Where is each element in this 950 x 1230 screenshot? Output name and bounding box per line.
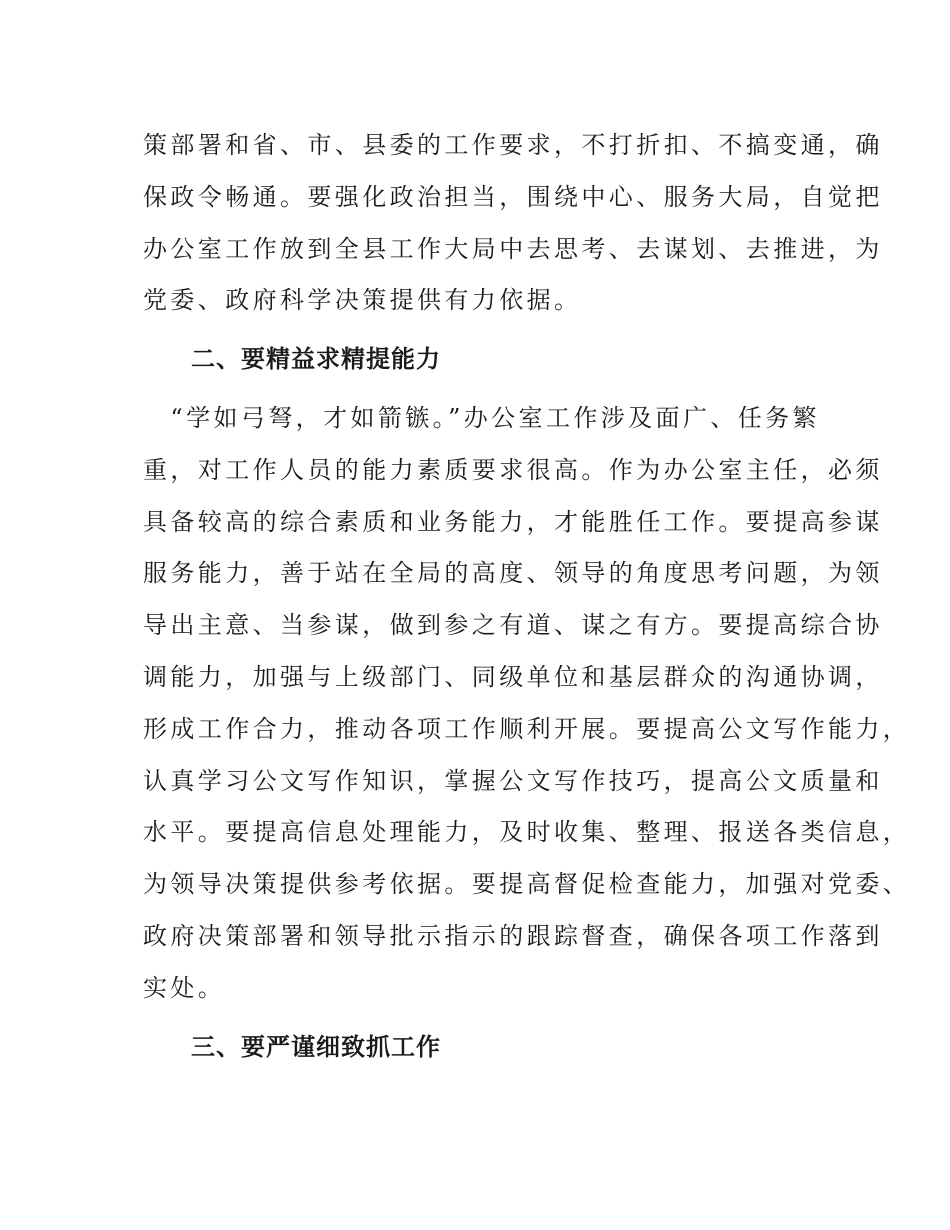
section-2-paragraph <box>143 393 911 1015</box>
document-page <box>143 120 911 1073</box>
text-line: 水平。要提高信息处理能力，及时收集、整理、报送各类信息， <box>143 818 911 847</box>
text-line: 办公室工作放到全县工作大局中去思考、去谋划、去推进，为 <box>143 234 883 263</box>
text-line: 保政令畅通。要强化政治担当，围绕中心、服务大局，自觉把 <box>143 182 883 211</box>
text-line: “学如弓弩，才如箭镞。”办公室工作涉及面广、任务繁 <box>143 403 820 432</box>
text-line: 导出主意、当参谋，做到参之有道、谋之有方。要提高综合协 <box>143 611 883 640</box>
text-line: 政府决策部署和领导批示指示的跟踪督查，确保各项工作落到 <box>143 921 883 950</box>
text-line: 认真学习公文写作知识，掌握公文写作技巧，提高公文质量和 <box>143 766 883 795</box>
text-line: 党委、政府科学决策提供有力依据。 <box>143 286 582 315</box>
text-line: 策部署和省、市、县委的工作要求，不打折扣、不搞变通，确 <box>143 131 883 159</box>
text-line: 调能力，加强与上级部门、同级单位和基层群众的沟通协调， <box>143 662 883 691</box>
text-line: 实处。 <box>143 973 226 1002</box>
text-line: 具备较高的综合素质和业务能力，才能胜任工作。要提高参谋 <box>143 507 883 536</box>
paragraph-continuation <box>143 120 883 327</box>
text-line: 重，对工作人员的能力素质要求很高。作为办公室主任，必须 <box>143 455 883 484</box>
section-heading-2: 二、要精益求精提能力 <box>191 345 441 374</box>
text-line: 为领导决策提供参考依据。要提高督促检查能力，加强对党委、 <box>143 870 911 899</box>
text-line: 形成工作合力，推动各项工作顺利开展。要提高公文写作能力， <box>143 714 911 743</box>
section-heading-3: 三、要严谨细致抓工作 <box>191 1032 441 1061</box>
text-line: 服务能力，善于站在全局的高度、领导的角度思考问题，为领 <box>143 559 883 588</box>
